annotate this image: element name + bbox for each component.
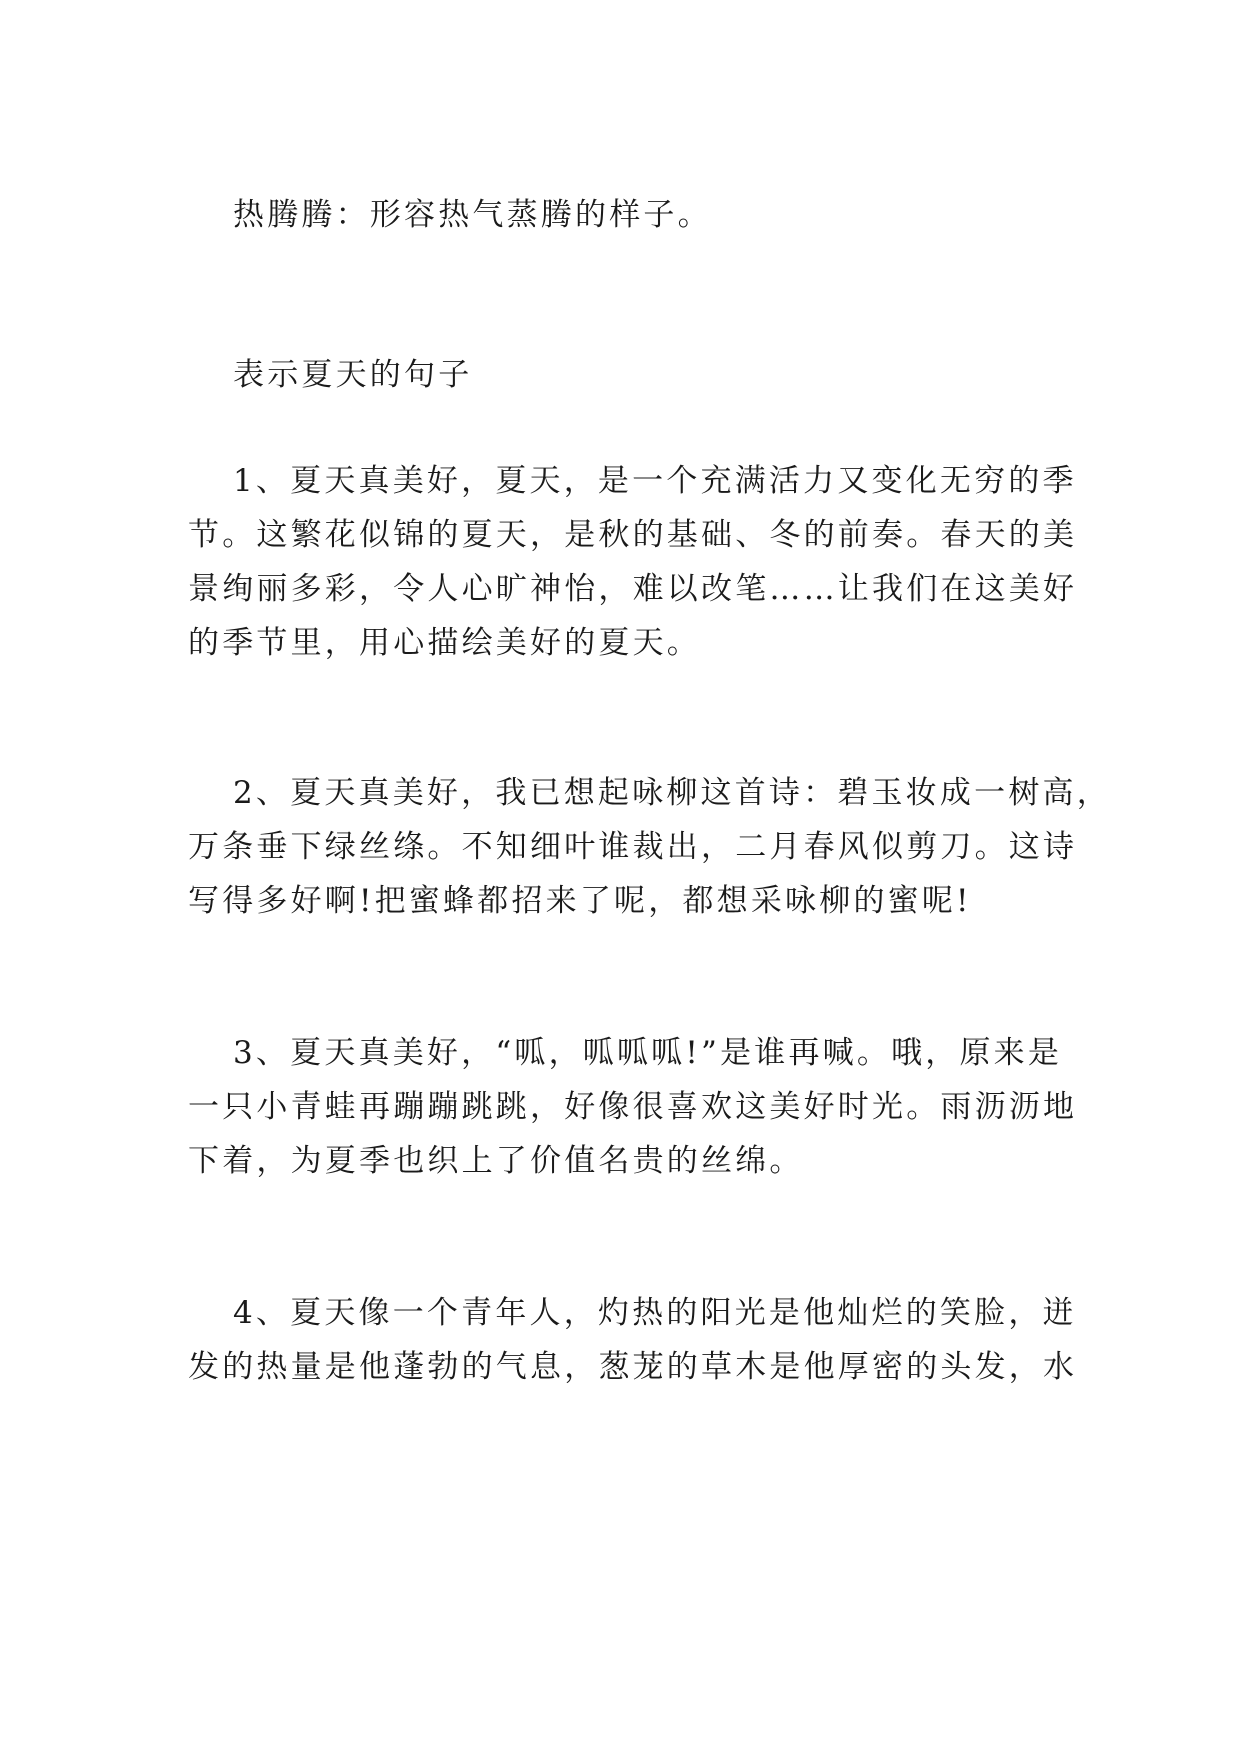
paragraph-3-line-3: 下着，为夏季也织上了价值名贵的丝绵。 [188, 1143, 804, 1179]
section-heading: 表示夏天的句子 [233, 357, 473, 393]
paragraph-3-line-1: 3、夏天真美好，“呱，呱呱呱!”是谁再喊。哦，原来是 [233, 1035, 1063, 1071]
paragraph-2-line-1: 2、夏天真美好，我已想起咏柳这首诗：碧玉妆成一树高， [233, 775, 1111, 811]
paragraph-1-line-1: 1、夏天真美好，夏天，是一个充满活力又变化无穷的季 [233, 463, 1077, 499]
paragraph-4-line-2: 发的热量是他蓬勃的气息，葱茏的草木是他厚密的头发，水 [188, 1349, 1078, 1385]
definition-line: 热腾腾：形容热气蒸腾的样子。 [233, 197, 712, 233]
paragraph-1-line-4: 的季节里，用心描绘美好的夏天。 [188, 625, 701, 661]
paragraph-1-line-2: 节。这繁花似锦的夏天，是秋的基础、冬的前奏。春天的美 [188, 517, 1078, 553]
paragraph-3-line-2: 一只小青蛙再蹦蹦跳跳，好像很喜欢这美好时光。雨沥沥地 [188, 1089, 1078, 1125]
paragraph-1-line-3: 景绚丽多彩，令人心旷神怡，难以改笔……让我们在这美好 [188, 571, 1078, 607]
paragraph-2-line-3: 写得多好啊!把蜜蜂都招来了呢，都想采咏柳的蜜呢! [188, 883, 972, 919]
paragraph-4-line-1: 4、夏天像一个青年人，灼热的阳光是他灿烂的笑脸，迸 [233, 1295, 1077, 1331]
paragraph-2-line-2: 万条垂下绿丝绦。不知细叶谁裁出，二月春风似剪刀。这诗 [188, 829, 1078, 865]
